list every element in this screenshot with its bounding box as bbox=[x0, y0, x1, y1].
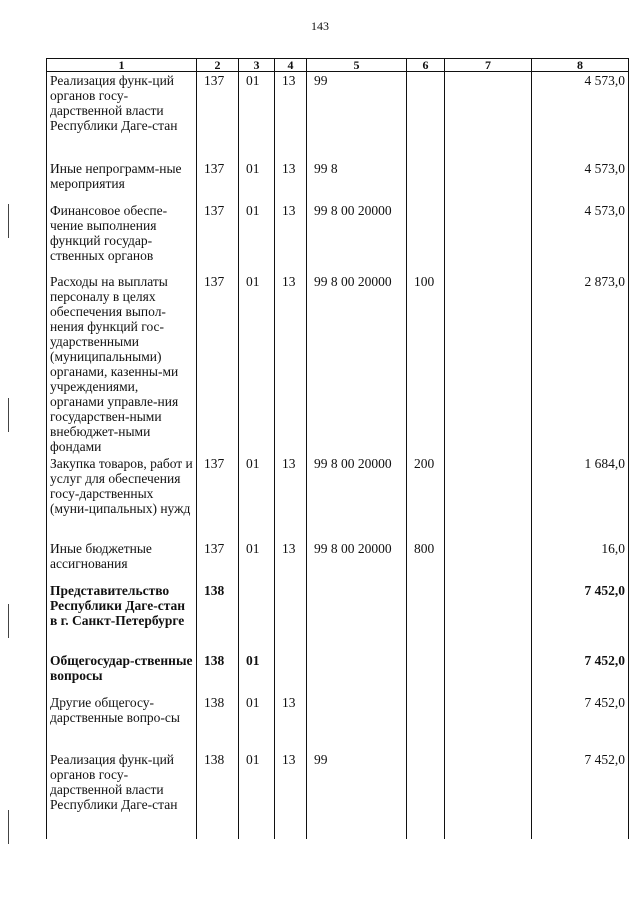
row-name: Закупка товаров, работ и услуг для обеспечения госу-дарственных (муни-ципальных) нужд bbox=[47, 455, 197, 540]
cell-col7 bbox=[445, 160, 532, 202]
cell-target-article: 99 8 00 20000 bbox=[307, 273, 407, 455]
cell-subsection: 13 bbox=[275, 694, 307, 751]
cell-col7 bbox=[445, 273, 532, 455]
cell-ministry: 137 bbox=[197, 273, 239, 455]
cell-ministry: 138 bbox=[197, 582, 239, 652]
cell-section: 01 bbox=[239, 273, 275, 455]
cell-target-article bbox=[307, 694, 407, 751]
scan-margin-mark bbox=[8, 204, 9, 238]
cell-subsection: 13 bbox=[275, 751, 307, 839]
cell-subsection: 13 bbox=[275, 202, 307, 273]
table-row bbox=[47, 652, 629, 694]
cell-expense-type: 100 bbox=[407, 273, 445, 455]
cell-subsection: 13 bbox=[275, 273, 307, 455]
cell-target-article: 99 8 bbox=[307, 160, 407, 202]
page-number: 143 bbox=[311, 19, 329, 33]
row-name: Расходы на выплаты персоналу в целях обеспечения выпол-нения функций гос-ударственными (муниципальными) органами, казенны-ми учреждениями, органами управле-ния государствен-ными внебюджет-ными фондами bbox=[47, 273, 197, 455]
cell-ministry: 137 bbox=[197, 72, 239, 160]
budget-table bbox=[46, 58, 629, 839]
cell-target-article: 99 8 00 20000 bbox=[307, 202, 407, 273]
row-name: Реализация функ-ций органов госу-дарственной власти Республики Даге-стан bbox=[47, 751, 197, 839]
table-row bbox=[47, 273, 629, 455]
cell-col7 bbox=[445, 455, 532, 540]
cell-subsection: 13 bbox=[275, 540, 307, 582]
cell-subsection: 13 bbox=[275, 72, 307, 160]
cell-amount: 4 573,0 bbox=[532, 160, 629, 202]
cell-amount: 4 573,0 bbox=[532, 72, 629, 160]
column-header: 7 bbox=[445, 59, 532, 72]
cell-expense-type bbox=[407, 694, 445, 751]
cell-expense-type bbox=[407, 652, 445, 694]
row-name: Реализация функ-ций органов госу-дарственной власти Республики Даге-стан bbox=[47, 72, 197, 160]
cell-target-article: 99 bbox=[307, 72, 407, 160]
cell-ministry: 138 bbox=[197, 751, 239, 839]
cell-target-article bbox=[307, 652, 407, 694]
cell-section: 01 bbox=[239, 652, 275, 694]
cell-ministry: 137 bbox=[197, 160, 239, 202]
cell-target-article: 99 bbox=[307, 751, 407, 839]
column-header: 1 bbox=[47, 59, 197, 72]
row-name: Представительство Республики Даге-стан в г. Санкт-Петербурге bbox=[47, 582, 197, 652]
row-name: Иные непрограмм-ные мероприятия bbox=[47, 160, 197, 202]
cell-section bbox=[239, 582, 275, 652]
cell-ministry: 138 bbox=[197, 652, 239, 694]
cell-expense-type bbox=[407, 72, 445, 160]
cell-expense-type: 800 bbox=[407, 540, 445, 582]
cell-expense-type bbox=[407, 202, 445, 273]
column-header: 4 bbox=[275, 59, 307, 72]
cell-target-article: 99 8 00 20000 bbox=[307, 455, 407, 540]
cell-subsection bbox=[275, 652, 307, 694]
table-row bbox=[47, 582, 629, 652]
cell-section: 01 bbox=[239, 694, 275, 751]
row-name: Общегосудар-ственные вопросы bbox=[47, 652, 197, 694]
row-name: Другие общегосу-дарственные вопро-сы bbox=[47, 694, 197, 751]
cell-section: 01 bbox=[239, 540, 275, 582]
column-header: 5 bbox=[307, 59, 407, 72]
column-header: 2 bbox=[197, 59, 239, 72]
column-header: 8 bbox=[532, 59, 629, 72]
cell-amount: 16,0 bbox=[532, 540, 629, 582]
cell-amount: 1 684,0 bbox=[532, 455, 629, 540]
table-row bbox=[47, 455, 629, 540]
cell-section: 01 bbox=[239, 455, 275, 540]
cell-col7 bbox=[445, 582, 532, 652]
cell-amount: 7 452,0 bbox=[532, 582, 629, 652]
cell-amount: 7 452,0 bbox=[532, 751, 629, 839]
row-name: Финансовое обеспе-чение выполнения функций государ-ственных органов bbox=[47, 202, 197, 273]
scan-margin-mark bbox=[8, 398, 9, 432]
cell-section: 01 bbox=[239, 202, 275, 273]
cell-ministry: 137 bbox=[197, 540, 239, 582]
cell-section: 01 bbox=[239, 72, 275, 160]
table-row bbox=[47, 202, 629, 273]
cell-col7 bbox=[445, 751, 532, 839]
cell-ministry: 138 bbox=[197, 694, 239, 751]
cell-ministry: 137 bbox=[197, 455, 239, 540]
cell-section: 01 bbox=[239, 751, 275, 839]
scan-margin-mark bbox=[8, 604, 9, 638]
table-row bbox=[47, 540, 629, 582]
cell-subsection: 13 bbox=[275, 160, 307, 202]
cell-ministry: 137 bbox=[197, 202, 239, 273]
column-header: 3 bbox=[239, 59, 275, 72]
table-row bbox=[47, 72, 629, 160]
cell-expense-type bbox=[407, 582, 445, 652]
cell-section: 01 bbox=[239, 160, 275, 202]
cell-col7 bbox=[445, 540, 532, 582]
cell-amount: 7 452,0 bbox=[532, 652, 629, 694]
cell-subsection bbox=[275, 582, 307, 652]
table-header-row bbox=[47, 59, 629, 72]
table-row bbox=[47, 160, 629, 202]
row-name: Иные бюджетные ассигнования bbox=[47, 540, 197, 582]
scan-margin-mark bbox=[8, 810, 9, 844]
table-row bbox=[47, 694, 629, 751]
cell-expense-type bbox=[407, 751, 445, 839]
cell-col7 bbox=[445, 652, 532, 694]
cell-target-article: 99 8 00 20000 bbox=[307, 540, 407, 582]
cell-amount: 2 873,0 bbox=[532, 273, 629, 455]
cell-amount: 7 452,0 bbox=[532, 694, 629, 751]
table-row bbox=[47, 751, 629, 839]
cell-subsection: 13 bbox=[275, 455, 307, 540]
cell-expense-type: 200 bbox=[407, 455, 445, 540]
cell-col7 bbox=[445, 202, 532, 273]
cell-col7 bbox=[445, 694, 532, 751]
cell-col7 bbox=[445, 72, 532, 160]
cell-amount: 4 573,0 bbox=[532, 202, 629, 273]
column-header: 6 bbox=[407, 59, 445, 72]
cell-target-article bbox=[307, 582, 407, 652]
cell-expense-type bbox=[407, 160, 445, 202]
